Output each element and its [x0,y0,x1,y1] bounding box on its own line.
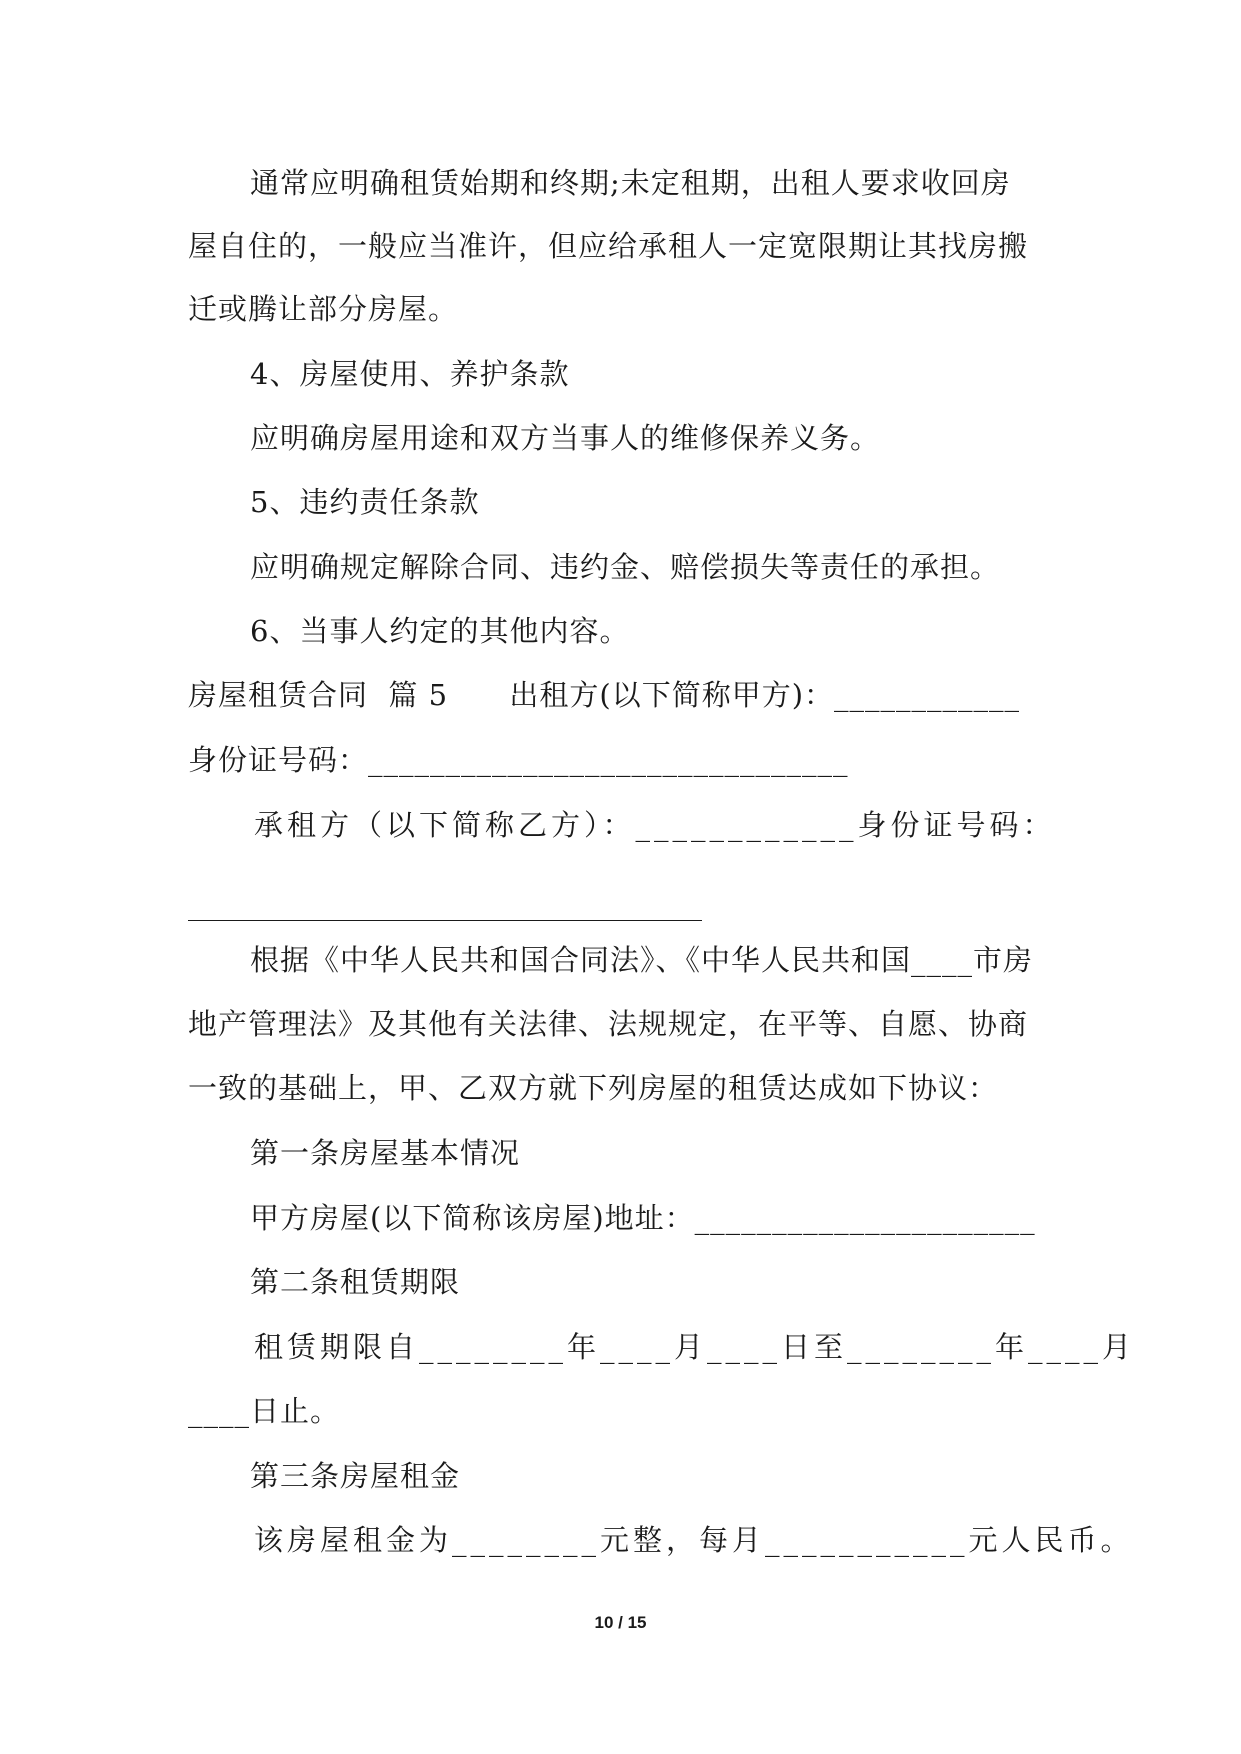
section-heading: 6、当事人约定的其他内容。 [250,614,630,648]
paragraph-line: 该房屋租金为________元整，每月___________元人民币。 [254,1523,1134,1557]
paragraph-line: 一致的基础上，甲、乙双方就下列房屋的租赁达成如下协议： [188,1071,999,1105]
paragraph-line: ____日止。 [188,1394,341,1428]
contract-title-line: 房屋租赁合同 篇 5 出租方(以下简称甲方)：____________ [188,678,1021,712]
paragraph-line: 屋自住的，一般应当准许，但应给承租人一定宽限期让其找房搬 [188,229,1029,263]
paragraph-line: 租赁期限自________年____月____日至________年____月 [254,1330,1136,1364]
paragraph-line: 应明确房屋用途和双方当事人的维修保养义务。 [250,421,881,455]
signature-blank-line [188,920,702,921]
id-number-line: 身份证号码：_______________________________ [188,743,849,777]
paragraph-line: 应明确规定解除合同、违约金、赔偿损失等责任的承担。 [250,550,1001,584]
section-heading: 4、房屋使用、养护条款 [250,357,570,391]
article-heading: 第一条房屋基本情况 [250,1136,521,1170]
paragraph-line: 甲方房屋(以下简称该房屋)地址：______________________ [250,1201,1036,1235]
tenant-line: 承租方（以下简称乙方）：____________身份证号码： [254,808,1056,842]
article-heading: 第二条租赁期限 [250,1265,461,1299]
paragraph-line: 通常应明确租赁始期和终期;未定租期，出租人要求收回房 [250,166,1011,200]
section-heading: 5、违约责任条款 [250,485,480,519]
paragraph-line: 根据《中华人民共和国合同法》、《中华人民共和国____市房 [250,943,1034,977]
page-number: 10 / 15 [594,1613,647,1632]
article-heading: 第三条房屋租金 [250,1459,461,1493]
paragraph-line: 迁或腾让部分房屋。 [188,292,459,326]
paragraph-line: 地产管理法》及其他有关法律、法规规定，在平等、自愿、协商 [188,1007,1029,1041]
